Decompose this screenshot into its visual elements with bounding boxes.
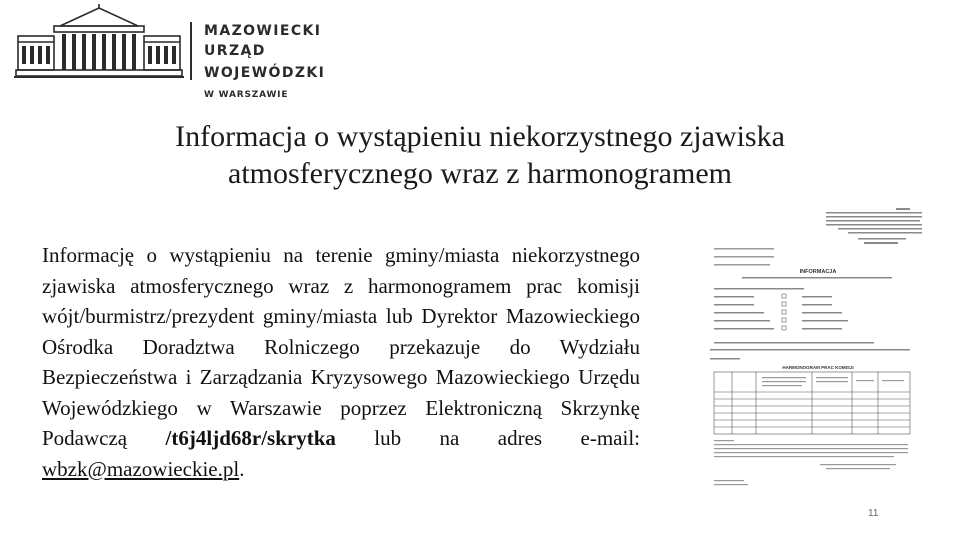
logo-line-1: MAZOWIECKI (204, 23, 322, 39)
epuap-address: /t6j4ljd68r/skrytka (165, 426, 336, 450)
logo-line-2: URZĄD WOJEWÓDZKI (204, 43, 326, 81)
palace-building-icon (14, 4, 184, 78)
logo-divider (190, 22, 192, 80)
body-paragraph (42, 240, 640, 484)
form-heading: INFORMACJA (799, 269, 837, 275)
form-table-heading: HARMONOGRAM PRAC KOMISJI (782, 365, 854, 370)
body-text-end: . (239, 456, 245, 481)
title-line-1: Informacja o wystąpieniu niekorzystnego zjawiska (175, 120, 785, 153)
page-title (80, 118, 880, 192)
body-text-main: Informację o wystąpieniu na terenie gminy/miasta niekorzystnego zjawiska atmosferycznego wraz z harmonogramem prac komisji wójt/burmistrz/prezydent gminy/miasta lub Dyrektor Mazowieckiego Ośrodka Doradztwa Rolniczego przekazuje do Wydziału Bezpieczeństwa i Zarządzania Kryzysowego Mazowieckiego Urzędu Wojewódzkiego w Warszawie poprzez Elektroniczną Skrzynkę Podawczą (42, 243, 640, 450)
logo-line-3: W WARSZAWIE (204, 90, 289, 100)
institution-logo (14, 4, 374, 100)
title-line-2: atmosferycznego wraz z harmonogramem (228, 157, 732, 190)
page-number: 11 (868, 508, 879, 519)
email-link[interactable]: wbzk@mazowieckie.pl (42, 456, 240, 481)
logo-text (204, 22, 374, 106)
body-text-tail: lub na adres e-mail: (335, 426, 640, 450)
form-thumbnail-image (702, 206, 928, 496)
